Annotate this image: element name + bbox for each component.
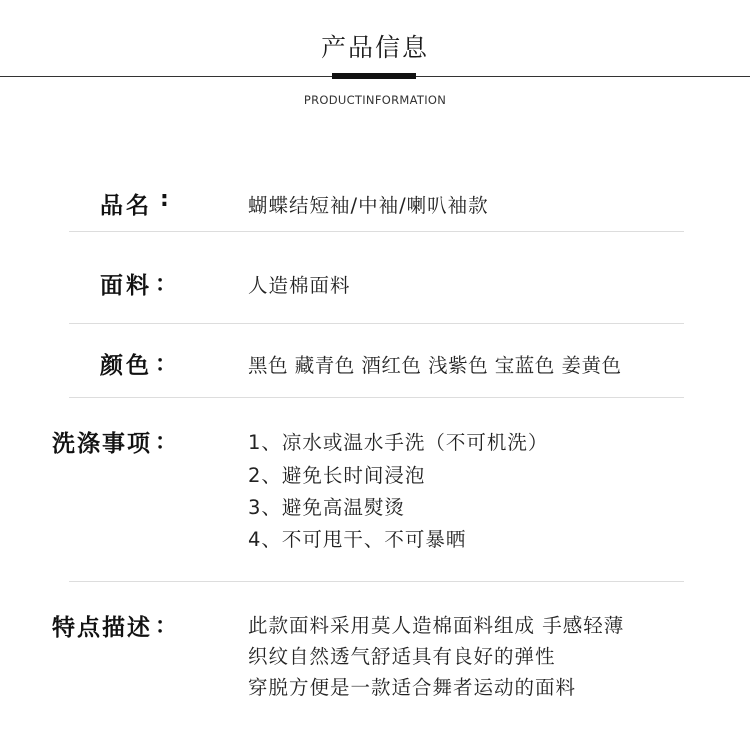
color-label: 颜色 (100, 353, 152, 379)
page-subtitle: PRODUCTINFORMATION (303, 93, 447, 107)
fabric-value: 人造棉面料 (248, 274, 351, 297)
features-line: 此款面料采用莫人造棉面料组成 手感轻薄 (248, 614, 625, 637)
page-title: 产品信息 (320, 33, 429, 62)
features-label: 特点描述 (52, 615, 152, 641)
divider (69, 323, 684, 324)
divider (69, 231, 684, 232)
washing-line: 2、避免长时间浸泡 (248, 464, 426, 487)
color-colon: ： (155, 352, 178, 377)
header-accent-bar (332, 73, 416, 79)
washing-line: 1、凉水或温水手洗（不可机洗） (248, 431, 549, 454)
features-line: 织纹自然透气舒适具有良好的弹性 (248, 645, 556, 668)
divider (69, 581, 684, 582)
name-colon: : (160, 187, 169, 212)
features-colon: ： (155, 614, 178, 639)
fabric-colon: ： (155, 272, 178, 297)
divider (69, 397, 684, 398)
name-label: 品名 (100, 193, 152, 219)
fabric-label: 面料 (100, 273, 152, 299)
washing-line: 3、避免高温熨烫 (248, 496, 405, 519)
washing-line: 4、不可甩干、不可暴晒 (248, 528, 467, 551)
washing-colon: ： (155, 430, 178, 455)
color-value: 黑色 藏青色 酒红色 浅紫色 宝蓝色 姜黄色 (248, 354, 622, 377)
name-value: 蝴蝶结短袖/中袖/喇叭袖款 (248, 194, 489, 217)
features-line: 穿脱方便是一款适合舞者运动的面料 (248, 676, 577, 699)
washing-label: 洗涤事项 (52, 431, 152, 457)
